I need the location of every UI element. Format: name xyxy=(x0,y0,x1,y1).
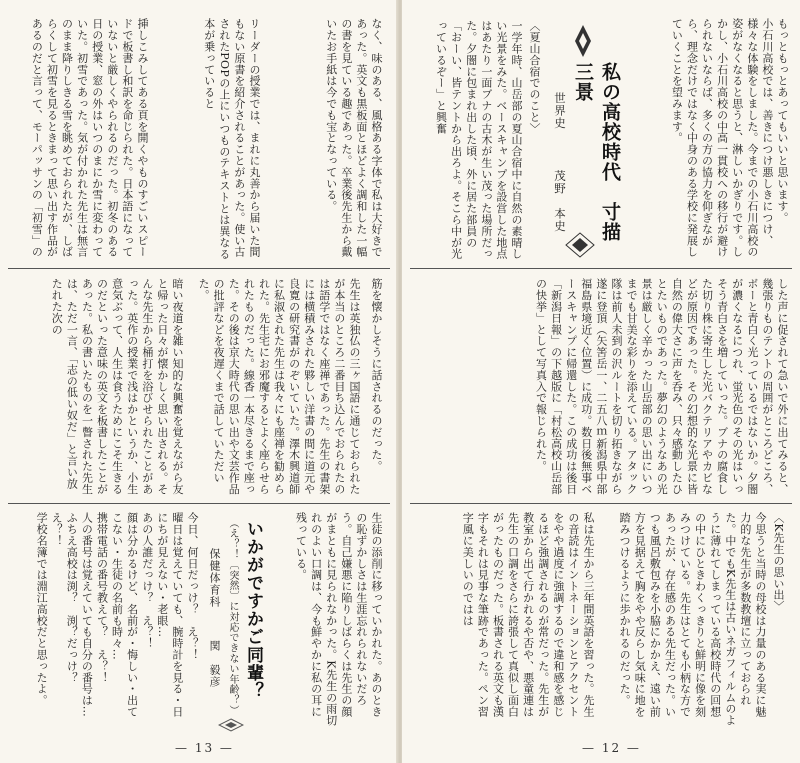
p13-upper-col-3: 挿しこみしてある頁を開くやものすごいスピードで板書し和訳を命じられた。日本語になっていないと厳しくやられるのだった。初冬のある日の授業、窓の外はいつのまにか雪に変わっていた。初雪であった。気が付かれた先生は無言のまま降りしきる雪を眺めておられたが、しばらくして初雪を見るときまって思い出す作品があるのだと言って、モーパッサンの「初雪」の xyxy=(30,18,149,258)
essay-col-4: 私は先生から三年間英語を習った。先生の音読はイントネーションとアクセントをやや過度に強調するので違和感を感じるほど強調されるのが常だった。先生が教室から出て行かれるや否や、悪童連は先生の口調をさらに誇張して真似し面白がったものだった。板書される英文も漢字もそれは見事な筆跡であった。ペン習字風に美しいのではは xyxy=(461,512,595,718)
p13-upper-col-1: なく、味のある、風格ある字体で私は大好きであった。英文も黒板面とほどよく調和した一幅の書を見ている趣であった。卒業後先生から戴いたお手紙は今でも宝となっている。 xyxy=(324,18,383,258)
p13-lower-col-1: 筋を懐かしそうに話されるのだった。 xyxy=(370,278,383,472)
title-ornament-bottom-icon xyxy=(565,232,595,258)
p13-rule-2 xyxy=(8,503,390,504)
essay-author: 茂野 本史 xyxy=(553,170,567,233)
essay2-author: 関 毅彦 xyxy=(208,640,221,688)
essay2-title: いかがですかご同輩？ xyxy=(243,520,263,700)
essay-col-1: 一学年時、山岳部の夏山合宿中に自然の素晴しい光景をみた。ベースキャンプを設営した地点はあたり一面ブナの古木が生い茂った場所だった。夕闇に包まれ出した頃、外に居た部員の「おーい、皆テントから出ろよ。そこら中が光っているぞー」と興奮 xyxy=(434,20,523,260)
p13-lower-col-2: 先生は英独仏の三ヶ国語に通じておられたが本当のところ二番目ち込んでおられたのは語学ではなく座禅であった。先生の書架には横積みされた夥しい洋書の間に道元や良寛の研究書がのぞいていた。澤木興道師に私淑された先生は我々にも座禅を勧められた。先生宅にお邪魔するとよく座らせられたものだった。線香一本尽きるまで座った。その後は京大時代の思い出や文芸作品の批評などを夜遅くまで話していただいた。 xyxy=(197,278,361,495)
diamond-ornament-icon xyxy=(218,718,244,732)
essay-subhead-1: 〈夏山合宿でのこと〉 xyxy=(528,20,541,134)
essay-subhead-2: 〈K先生の思い出〉 xyxy=(772,512,785,612)
page-13 xyxy=(0,0,398,763)
essay-dept: 世界史 xyxy=(553,92,567,130)
p12-intro-col: もっともっとあってもいいと思います。 小石川高校では、善きにつけ悪しきにつけ、様々な体験をしました。今までの小石川高校の姿がなくなると思うと、淋しいかぎりです。しかし、小石川高校の中高一貫校への移行が避けられないならば、多くの方の協力を仰ぎながら、理念だけではなく中身のある学校に発展していくことを望みます。 xyxy=(670,18,789,258)
essay2-dept: 保健体育科 xyxy=(208,548,221,608)
essay-col-3: 今思うと当時の母校は力量のある実に魅力的な先生が多数教壇に立っておられた。中でもK先生は古いネガフィルムのように薄れてしまっている高校時代の回想の中にひときわくっきりと鮮明に像を刻みつけている。先生はとても小柄な方であったが、存在感のある先生だった。いつも風呂敷包みを小脇にかかえ、遠い前方を見据えて胸をやや反らし気味に地を踏みつけるように歩かれるのだった。 xyxy=(618,512,767,726)
page-number: — 12 — xyxy=(582,741,641,755)
essay-title: 私の高校時代 寸描三景 xyxy=(572,62,621,242)
p13-rule-1 xyxy=(8,268,390,269)
page-12 xyxy=(402,0,800,763)
p13-lower-col-3: 暗い夜道を雑い知的な興奮を覚えながら友と帰った日々が懐かしく思い出される。そんな先生から桶打を浴びせられたことがあった。英作の授業で浅はかというか、小生意気ぶって、人生は食うためにこそ生きるのだといった意味の英文を板書したことがあった。私の書いたものを一瞥された先生は、ただ一言、「志の低い奴だ」と言い放たれた次の xyxy=(50,278,184,495)
essay2-body: 今日、何日だっけ？ え？！ 曜日は覚えていても、腕時計を見る・日にちが見えない・老眼… あの人誰だっけ？ え？！ 顔は分かるけど、名前が・悔しい・出てこない・生徒の名前も時々… 携帯電話の番号教えて？ え？！ 人の番号は覚えていても自分の番号は… ふちえ高校は渕？ 渕？だっけ？ え？！ 学校名簿では淵江高校だと思ったよ。 xyxy=(35,512,199,718)
essay-col-2: した声に促されて急いで外に出てみると、幾張りものテントの周囲がところどころ、ボーと青白く光っているではないか。夕闇が濃くなるにつれ、蛍光色のその光はいっそう青白さを増していった。ブナの腐食した切り株に寄生した光バクテリアやカビなどが原因であった。その幻想的な光景に皆自然の偉大さに声を呑み、只々感動したひとたいものであった。夢幻のようなあの光景は厳しく辛かった山岳部の思い出にいつまでも甘美な彩りを添えている。アタック隊は前人未到の沢ルートを切り拓きながら遂に登頂（矢筈岳一、二五八ｍ新潟県中部福島県境近く位置）に成功。数日後無事ベースキャンプに帰還した。この成功は後日「新潟日報」の下越版に「村松高校山岳部の快挙」として写真入で報じられた。 xyxy=(534,278,789,495)
title-ornament-top-icon xyxy=(574,24,592,58)
p13-bottom-col-1: 生徒の添削に移っていかれた。あのときの恥ずかしさは生涯忘れられないだろう。自己嫌悪に陥りしばらくは先生の顔がまともに見られなかった。K先生の雨切れのよい口調は、今も鮮やかに私の耳に残っている。 xyxy=(294,512,383,726)
essay2-subtitle: （え？！〔突然〕に対応できない年齢？） xyxy=(227,518,238,716)
page-number: — 13 — xyxy=(175,741,234,755)
p13-upper-col-2: リーダーの授業では、まれに丸善から届いた間もない原書を紹介されることがあった。使い古されたPOPの上にいつものテキストとは異なる本が乗っていると xyxy=(202,18,261,260)
p12-rule-1 xyxy=(410,268,792,269)
p12-rule-2 xyxy=(410,503,792,504)
